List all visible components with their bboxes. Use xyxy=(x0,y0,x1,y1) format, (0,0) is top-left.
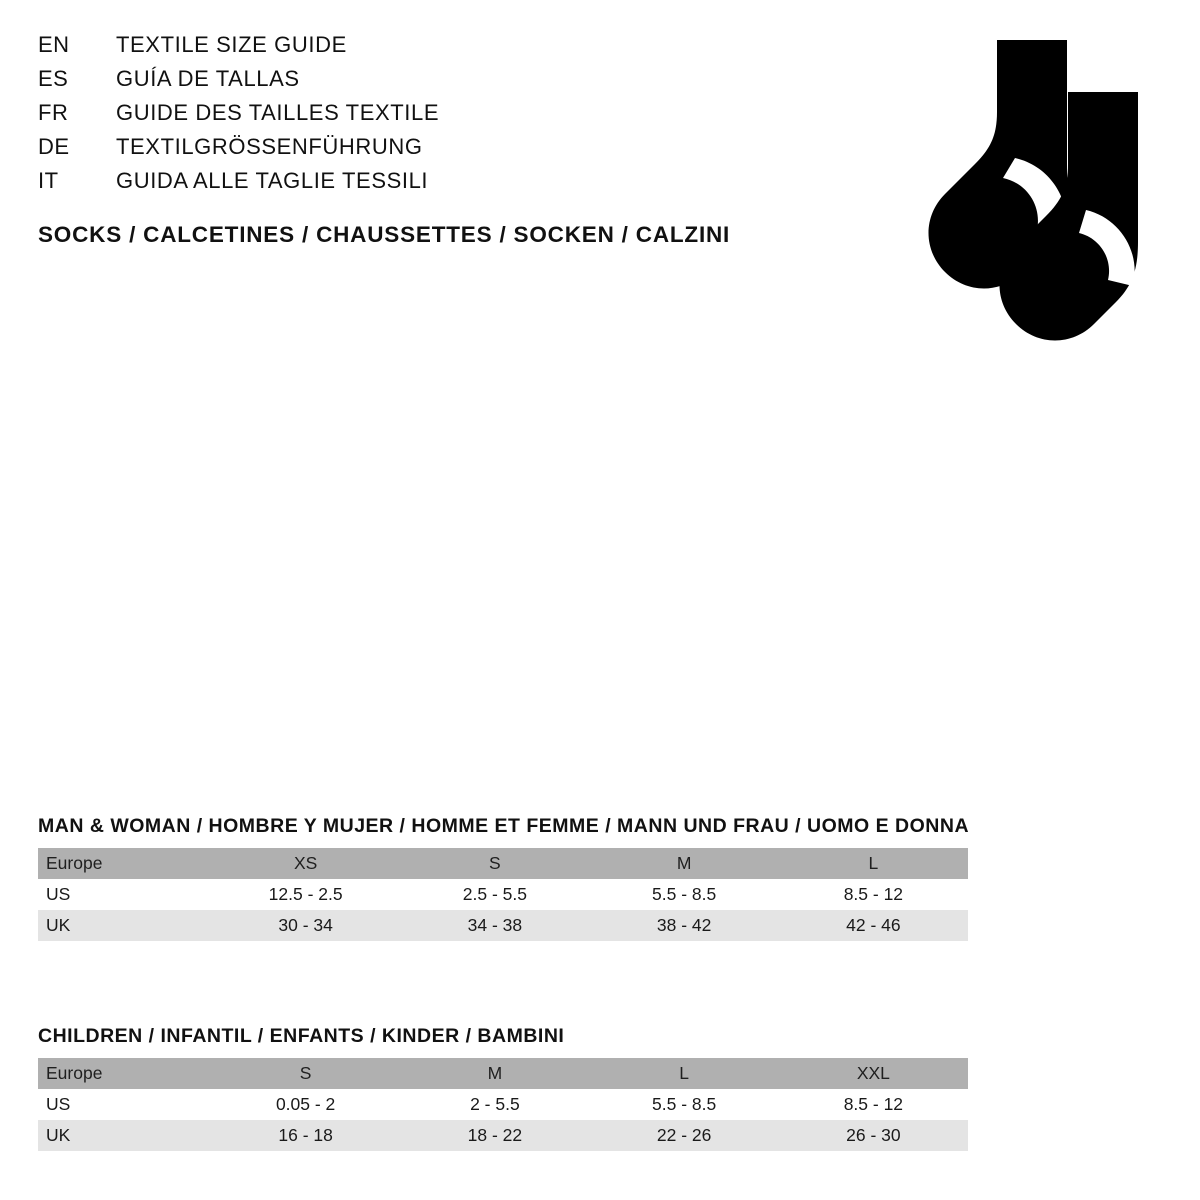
row-label: US xyxy=(38,879,211,910)
language-code: DE xyxy=(38,134,70,159)
table-row xyxy=(38,1089,968,1120)
table-cell: 2 - 5.5 xyxy=(400,1089,589,1120)
table-cell: M xyxy=(590,848,779,879)
language-code: ES xyxy=(38,66,69,91)
language-row xyxy=(38,66,738,100)
table-row xyxy=(38,910,968,941)
language-label: GUIDA ALLE TAGLIE TESSILI xyxy=(116,168,429,193)
children-size-section xyxy=(38,1025,968,1151)
language-row xyxy=(38,100,738,134)
table-cell: XS xyxy=(211,848,400,879)
language-code: FR xyxy=(38,100,69,125)
table-cell: 18 - 22 xyxy=(400,1120,589,1151)
adult-section-title: MAN & WOMAN / HOMBRE Y MUJER / HOMME ET FEMME / MANN UND FRAU / UOMO E DONNA xyxy=(38,815,970,837)
table-cell: 38 - 42 xyxy=(590,910,779,941)
row-label: Europe xyxy=(38,1058,211,1089)
row-label: US xyxy=(38,1089,211,1120)
table-cell: 8.5 - 12 xyxy=(779,879,968,910)
table-cell: 0.05 - 2 xyxy=(211,1089,400,1120)
table-row xyxy=(38,879,968,910)
children-section-title: CHILDREN / INFANTIL / ENFANTS / KINDER / BAMBINI xyxy=(38,1025,565,1047)
language-list xyxy=(38,32,738,202)
table-cell: 26 - 30 xyxy=(779,1120,968,1151)
socks-icon xyxy=(810,30,1140,360)
language-code: IT xyxy=(38,168,59,193)
table-cell: 5.5 - 8.5 xyxy=(590,1089,779,1120)
language-label: GUIDE DES TAILLES TEXTILE xyxy=(116,100,440,125)
adult-size-section xyxy=(38,815,968,941)
table-cell: 8.5 - 12 xyxy=(779,1089,968,1120)
adult-size-table xyxy=(38,848,968,941)
table-cell: 16 - 18 xyxy=(211,1120,400,1151)
table-cell: 22 - 26 xyxy=(590,1120,779,1151)
table-row xyxy=(38,1058,968,1089)
table-cell: 34 - 38 xyxy=(400,910,589,941)
table-row xyxy=(38,848,968,879)
table-cell: M xyxy=(400,1058,589,1089)
language-label: GUÍA DE TALLAS xyxy=(116,66,300,91)
language-code: EN xyxy=(38,32,70,57)
socks-illustration xyxy=(810,30,1140,360)
row-label: UK xyxy=(38,1120,211,1151)
product-title: SOCKS / CALCETINES / CHAUSSETTES / SOCKEN / CALZINI xyxy=(38,222,731,247)
language-row xyxy=(38,168,738,202)
table-cell: L xyxy=(779,848,968,879)
table-cell: 30 - 34 xyxy=(211,910,400,941)
language-row xyxy=(38,32,738,66)
table-cell: S xyxy=(211,1058,400,1089)
children-size-table xyxy=(38,1058,968,1151)
table-cell: 2.5 - 5.5 xyxy=(400,879,589,910)
table-row xyxy=(38,1120,968,1151)
table-cell: S xyxy=(400,848,589,879)
table-cell: 42 - 46 xyxy=(779,910,968,941)
language-label: TEXTILE SIZE GUIDE xyxy=(116,32,347,57)
table-cell: 12.5 - 2.5 xyxy=(211,879,400,910)
language-label: TEXTILGRÖSSENFÜHRUNG xyxy=(116,134,423,159)
row-label: Europe xyxy=(38,848,211,879)
language-row xyxy=(38,134,738,168)
table-cell: XXL xyxy=(779,1058,968,1089)
table-cell: 5.5 - 8.5 xyxy=(590,879,779,910)
table-cell: L xyxy=(590,1058,779,1089)
row-label: UK xyxy=(38,910,211,941)
